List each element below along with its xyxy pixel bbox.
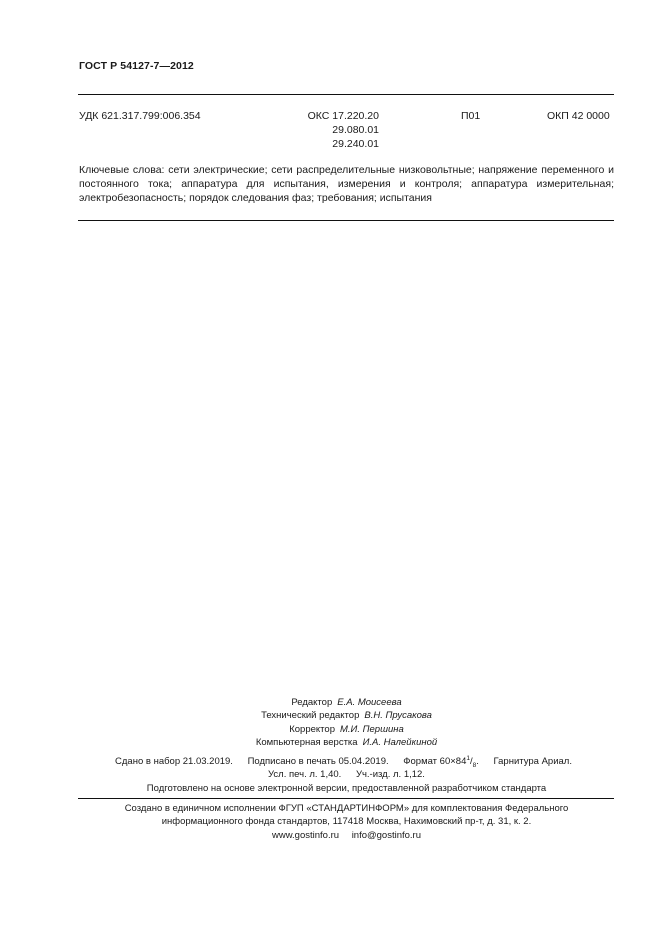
oks-code-line: ОКС 17.220.20 xyxy=(307,110,379,122)
staff-name: В.Н. Прусакова xyxy=(364,710,432,722)
group-code: П01 xyxy=(461,110,481,122)
sheets-line xyxy=(79,768,614,781)
print-sheets: Усл. печ. л. 1,40. xyxy=(268,769,342,781)
print-dates-line xyxy=(79,755,614,768)
typeface: Гарнитура Ариал. xyxy=(493,756,572,767)
oks-code-line: 29.080.01 xyxy=(332,124,379,136)
staff-role: Редактор xyxy=(291,697,333,708)
email-link[interactable]: info@gostinfo.ru xyxy=(351,829,422,841)
website-link[interactable]: www.gostinfo.ru xyxy=(271,829,340,841)
staff-name: Е.А. Моисеева xyxy=(337,697,402,708)
oks-codes xyxy=(301,109,379,151)
keywords-paragraph: Ключевые слова: сети электрические; сети распределительные низковольтные; напряжение переменного и постоянного тока; аппаратура для испытания, измерения и контроля; аппаратура измерительная; электробезопасность; порядок следования фаз; требования; испытания xyxy=(79,164,614,204)
signed-date: Подписано в печать 05.04.2019. xyxy=(247,756,389,767)
publisher-divider xyxy=(78,798,614,799)
publisher-line-1: Создано в единичном исполнении ФГУП «СТАНДАРТИНФОРМ» для комплектования Федерального xyxy=(124,803,569,814)
keywords-divider xyxy=(78,220,614,221)
staff-line xyxy=(79,709,614,722)
standard-number-header: ГОСТ Р 54127-7—2012 xyxy=(79,60,194,72)
udk-code: УДК 621.317.799:006.354 xyxy=(79,110,201,122)
staff-name: М.И. Першина xyxy=(339,723,404,735)
staff-line xyxy=(79,723,614,736)
publisher-info xyxy=(79,802,614,842)
staff-line xyxy=(79,736,614,749)
staff-line xyxy=(79,696,614,709)
publisher-line-2: информационного фонда стандартов, 117418 Москва, Нахимовский пр-т, д. 31, к. 2. xyxy=(161,816,532,828)
paper-format: Формат $60\times 84^1/_8$. xyxy=(403,754,479,769)
print-information xyxy=(79,755,614,795)
submitted-date: Сдано в набор 21.03.2019. xyxy=(115,756,233,767)
staff-role: Корректор xyxy=(289,723,335,735)
staff-role: Компьютерная верстка xyxy=(255,736,358,748)
okp-code: ОКП 42 0000 xyxy=(547,110,610,122)
editorial-staff xyxy=(79,696,614,749)
prepared-note: Подготовлено на основе электронной версии, предоставленной разработчиком стандарта xyxy=(146,782,547,794)
publisher-sheets: Уч.-изд. л. 1,12. xyxy=(355,769,425,781)
staff-role: Технический редактор xyxy=(261,710,360,722)
staff-name: И.А. Налейкиной xyxy=(362,736,438,748)
top-divider xyxy=(78,94,614,95)
publisher-contacts xyxy=(79,829,614,842)
oks-code-line: 29.240.01 xyxy=(332,138,379,150)
